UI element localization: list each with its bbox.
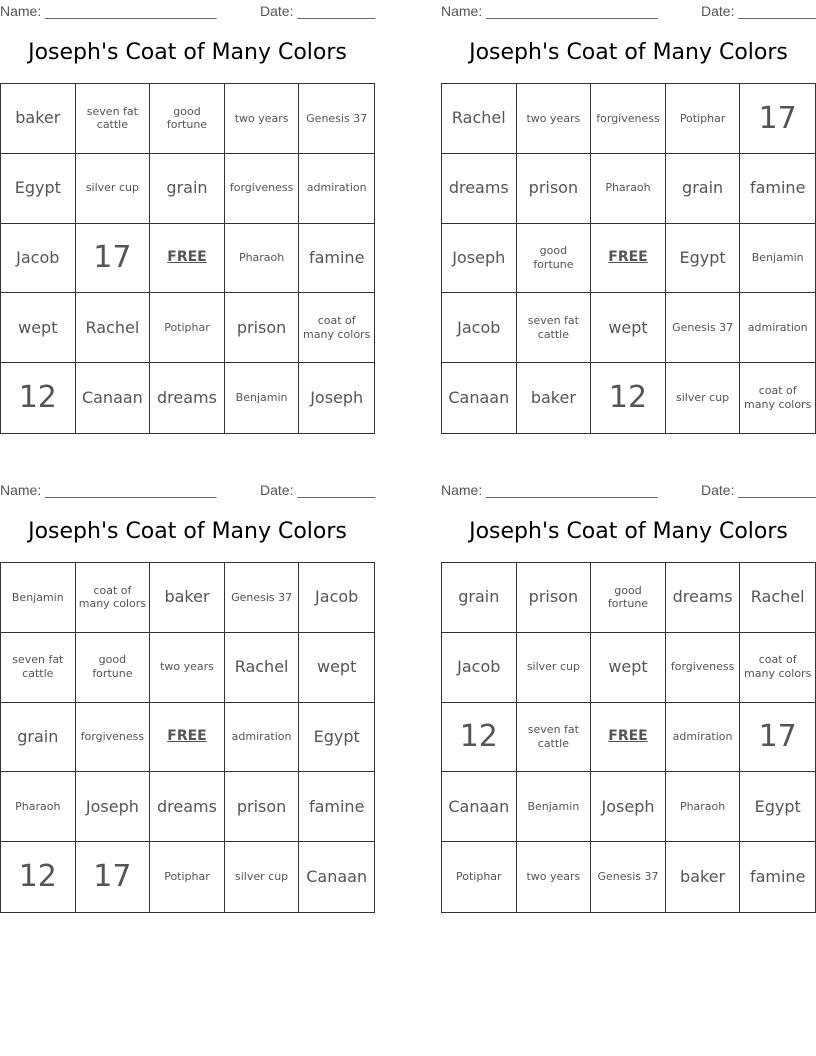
bingo-cell: Joseph — [76, 772, 151, 842]
bingo-cell: Pharaoh — [225, 224, 300, 294]
bingo-cell: Rachel — [740, 563, 815, 633]
bingo-cell: Benjamin — [517, 772, 592, 842]
date-line: Date: __________ — [701, 482, 816, 498]
bingo-cell: 17 — [740, 703, 815, 773]
bingo-cell: seven fat cattle — [76, 84, 151, 154]
bingo-cell: forgiveness — [76, 703, 151, 773]
bingo-cell: baker — [150, 563, 225, 633]
bingo-cell: good fortune — [150, 84, 225, 154]
date-line: Date: __________ — [701, 3, 816, 19]
bingo-cell: Potiphar — [666, 84, 741, 154]
bingo-cell: Rachel — [76, 293, 151, 363]
bingo-grid — [0, 83, 375, 434]
bingo-cell: Jacob — [1, 224, 76, 294]
bingo-cell: 17 — [740, 84, 815, 154]
bingo-card — [441, 479, 816, 919]
bingo-cell: grain — [1, 703, 76, 773]
name-line: Name: ______________________ — [441, 482, 658, 498]
bingo-cell: baker — [666, 842, 741, 912]
bingo-cell: Joseph — [591, 772, 666, 842]
bingo-cell: Genesis 37 — [299, 84, 374, 154]
bingo-grid — [0, 562, 375, 913]
bingo-cell: admiration — [666, 703, 741, 773]
bingo-cell: Genesis 37 — [666, 293, 741, 363]
bingo-cell: Jacob — [299, 563, 374, 633]
bingo-cell: forgiveness — [225, 154, 300, 224]
bingo-cell: silver cup — [225, 842, 300, 912]
bingo-cell: 12 — [1, 363, 76, 433]
bingo-cell: Pharaoh — [591, 154, 666, 224]
card-header — [0, 482, 375, 498]
bingo-cell: silver cup — [666, 363, 741, 433]
bingo-cell: wept — [1, 293, 76, 363]
bingo-cell: Egypt — [666, 224, 741, 294]
bingo-grid — [441, 83, 816, 434]
bingo-cell: Canaan — [306, 867, 368, 887]
bingo-cell: good fortune — [517, 224, 592, 294]
bingo-cell: Egypt — [1, 154, 76, 224]
bingo-cell: Canaan — [442, 363, 517, 433]
bingo-cell: Benjamin — [740, 224, 815, 294]
bingo-cell: 12 — [591, 363, 666, 433]
bingo-cell: Pharaoh — [666, 772, 741, 842]
bingo-cell: baker — [1, 84, 76, 154]
bingo-grid — [441, 562, 816, 913]
bingo-cell: coat of many colors — [744, 384, 812, 412]
bingo-cell: dreams — [666, 563, 741, 633]
bingo-cell: 17 — [76, 842, 151, 912]
bingo-cell: coat of many colors — [299, 293, 374, 363]
bingo-cell: Potiphar — [150, 842, 225, 912]
bingo-cell: two years — [517, 842, 592, 912]
card-header — [441, 3, 816, 19]
bingo-cell: seven fat cattle — [517, 703, 592, 773]
bingo-cell: dreams — [150, 772, 225, 842]
bingo-cell: Potiphar — [442, 842, 517, 912]
bingo-cell: Benjamin — [225, 363, 300, 433]
bingo-cell: Canaan — [442, 772, 517, 842]
free-space-cell: FREE — [150, 703, 225, 773]
date-line: Date: __________ — [260, 3, 376, 19]
bingo-cell: Canaan — [76, 363, 151, 433]
bingo-cell: Pharaoh — [1, 772, 76, 842]
bingo-cell: two years — [150, 633, 225, 703]
bingo-cell: forgiveness — [666, 633, 741, 703]
name-line: Name: ______________________ — [0, 3, 217, 19]
bingo-cell: seven fat cattle — [1, 633, 76, 703]
bingo-cell: two years — [517, 84, 592, 154]
bingo-cell: wept — [591, 633, 666, 703]
bingo-cell: Genesis 37 — [591, 842, 666, 912]
bingo-cell: grain — [150, 154, 225, 224]
bingo-cell: admiration — [225, 703, 300, 773]
bingo-cell: Egypt — [740, 772, 815, 842]
bingo-cell: famine — [740, 154, 815, 224]
bingo-cell: prison — [225, 293, 300, 363]
bingo-cell: good fortune — [76, 633, 151, 703]
bingo-cell: Joseph — [310, 388, 364, 408]
bingo-cell: 17 — [76, 224, 151, 294]
bingo-cell: Benjamin — [1, 563, 76, 633]
name-line: Name: ______________________ — [0, 482, 217, 498]
bingo-cell: Genesis 37 — [225, 563, 300, 633]
bingo-cell: grain — [666, 154, 741, 224]
bingo-cell: prison — [517, 154, 592, 224]
bingo-card — [441, 0, 816, 440]
free-space-cell: FREE — [591, 224, 666, 294]
card-header — [441, 482, 816, 498]
card-title: Joseph's Coat of Many Colors — [28, 519, 347, 544]
name-line: Name: ______________________ — [441, 3, 658, 19]
bingo-cell: coat of many colors — [76, 563, 151, 633]
free-space-cell: FREE — [150, 224, 225, 294]
bingo-cell: Potiphar — [150, 293, 225, 363]
bingo-cell: Rachel — [225, 633, 300, 703]
date-line: Date: __________ — [260, 482, 376, 498]
bingo-cell: Egypt — [299, 703, 374, 773]
bingo-cell: good fortune — [591, 563, 666, 633]
bingo-cell: 12 — [442, 703, 517, 773]
bingo-cell: prison — [517, 563, 592, 633]
bingo-cell: wept — [299, 633, 374, 703]
bingo-cell: admiration — [740, 293, 815, 363]
bingo-cell: dreams — [442, 154, 517, 224]
card-title: Joseph's Coat of Many Colors — [469, 519, 788, 544]
bingo-cell: wept — [591, 293, 666, 363]
bingo-cell: famine — [299, 224, 374, 294]
card-title: Joseph's Coat of Many Colors — [469, 40, 788, 65]
bingo-cell: Jacob — [442, 293, 517, 363]
bingo-cell: seven fat cattle — [517, 293, 592, 363]
bingo-cell: grain — [442, 563, 517, 633]
card-title: Joseph's Coat of Many Colors — [28, 40, 347, 65]
bingo-cell: baker — [517, 363, 592, 433]
bingo-cell: prison — [225, 772, 300, 842]
bingo-cell: admiration — [299, 154, 374, 224]
free-space-cell: FREE — [591, 703, 666, 773]
bingo-cell: two years — [225, 84, 300, 154]
bingo-cell: Rachel — [442, 84, 517, 154]
bingo-cell: silver cup — [517, 633, 592, 703]
bingo-card — [0, 479, 375, 919]
bingo-cell: Joseph — [442, 224, 517, 294]
bingo-cell: dreams — [150, 363, 225, 433]
bingo-cell: famine — [299, 772, 374, 842]
bingo-cell: 12 — [1, 842, 76, 912]
card-header — [0, 3, 375, 19]
bingo-cell: silver cup — [76, 154, 151, 224]
bingo-cell: Jacob — [442, 633, 517, 703]
bingo-cell: forgiveness — [591, 84, 666, 154]
bingo-card — [0, 0, 375, 440]
bingo-cell: coat of many colors — [740, 633, 815, 703]
bingo-cell: famine — [749, 867, 806, 887]
